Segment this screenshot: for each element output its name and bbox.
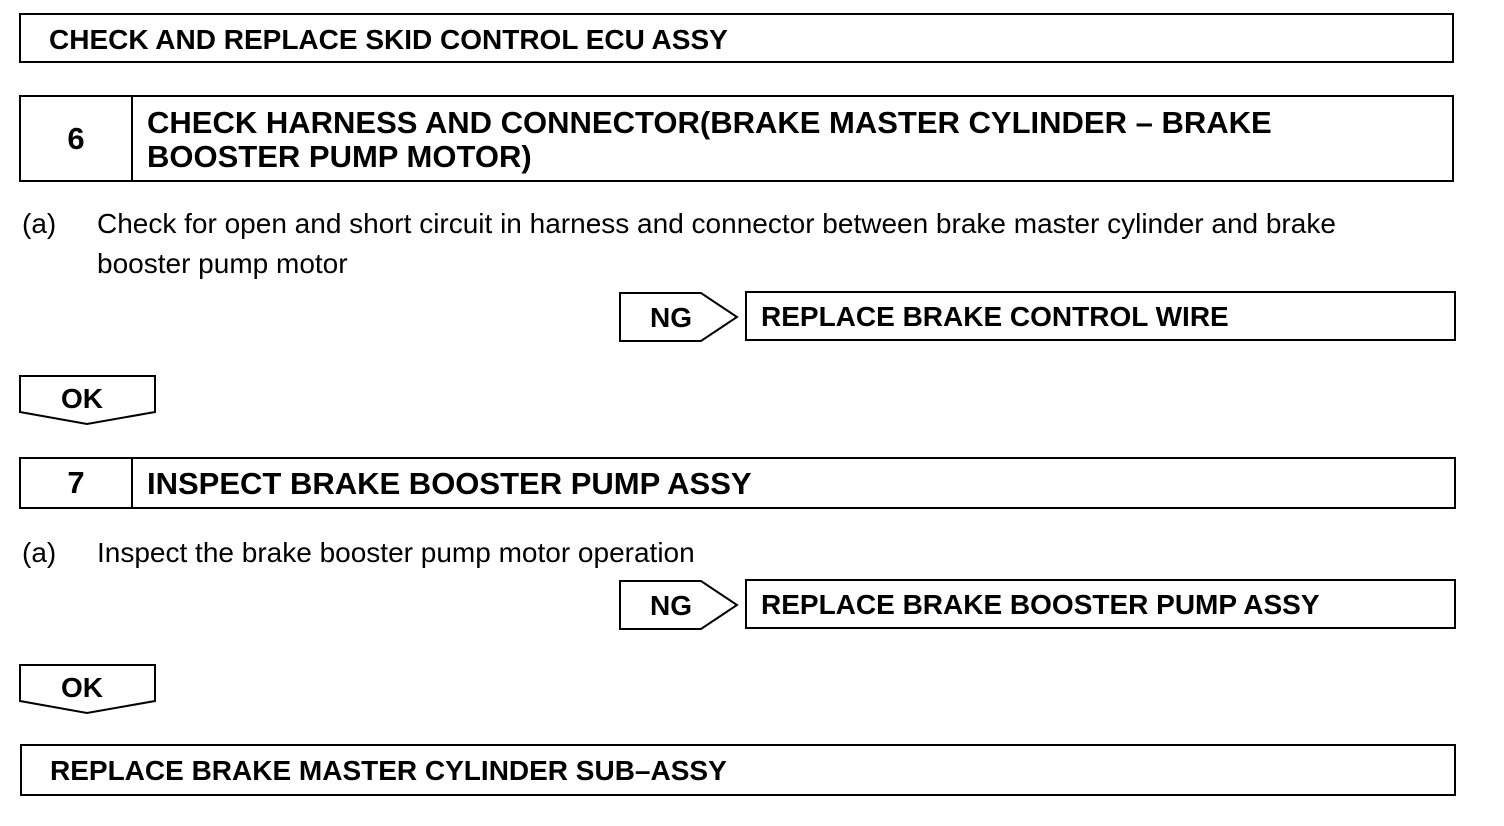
replace-master-cylinder-box bbox=[20, 744, 1456, 796]
step-6-item-line2: booster pump motor bbox=[97, 248, 348, 279]
step-7-title: INSPECT BRAKE BOOSTER PUMP ASSY bbox=[147, 466, 752, 501]
step-7-item-text: Inspect the brake booster pump motor operation bbox=[97, 537, 695, 568]
replace-ecu-box bbox=[19, 13, 1454, 63]
step-6-item-text bbox=[97, 204, 1336, 284]
step-7-header bbox=[19, 457, 1456, 509]
step-6-title-line2: BOOSTER PUMP MOTOR) bbox=[147, 139, 532, 174]
step-6-item-line1: Check for open and short circuit in harness and connector between brake master cylinder and brake bbox=[97, 208, 1336, 239]
step-6-title bbox=[147, 106, 1442, 174]
step-6-ng-action: REPLACE BRAKE CONTROL WIRE bbox=[761, 301, 1229, 332]
step-6-ng-label: NG bbox=[650, 302, 692, 333]
step-6-ok-label: OK bbox=[61, 383, 103, 414]
step-7-ok-label: OK bbox=[61, 672, 103, 703]
step-7-number: 7 bbox=[21, 459, 133, 507]
step-7-ng-action: REPLACE BRAKE BOOSTER PUMP ASSY bbox=[761, 589, 1320, 620]
step-7-ng-action-box bbox=[745, 579, 1456, 629]
step-6-header bbox=[19, 95, 1454, 182]
step-7-item-label: (a) bbox=[22, 537, 57, 568]
step-7-ng-label: NG bbox=[650, 590, 692, 621]
step-6-number: 6 bbox=[21, 97, 133, 180]
step-6-ng-action-box bbox=[745, 291, 1456, 341]
step-6-title-line1: CHECK HARNESS AND CONNECTOR(BRAKE MASTER CYLINDER – BRAKE bbox=[147, 105, 1272, 140]
replace-master-cylinder-text: REPLACE BRAKE MASTER CYLINDER SUB–ASSY bbox=[50, 755, 727, 786]
step-6-item-label: (a) bbox=[22, 208, 57, 239]
replace-ecu-text: CHECK AND REPLACE SKID CONTROL ECU ASSY bbox=[49, 24, 728, 55]
